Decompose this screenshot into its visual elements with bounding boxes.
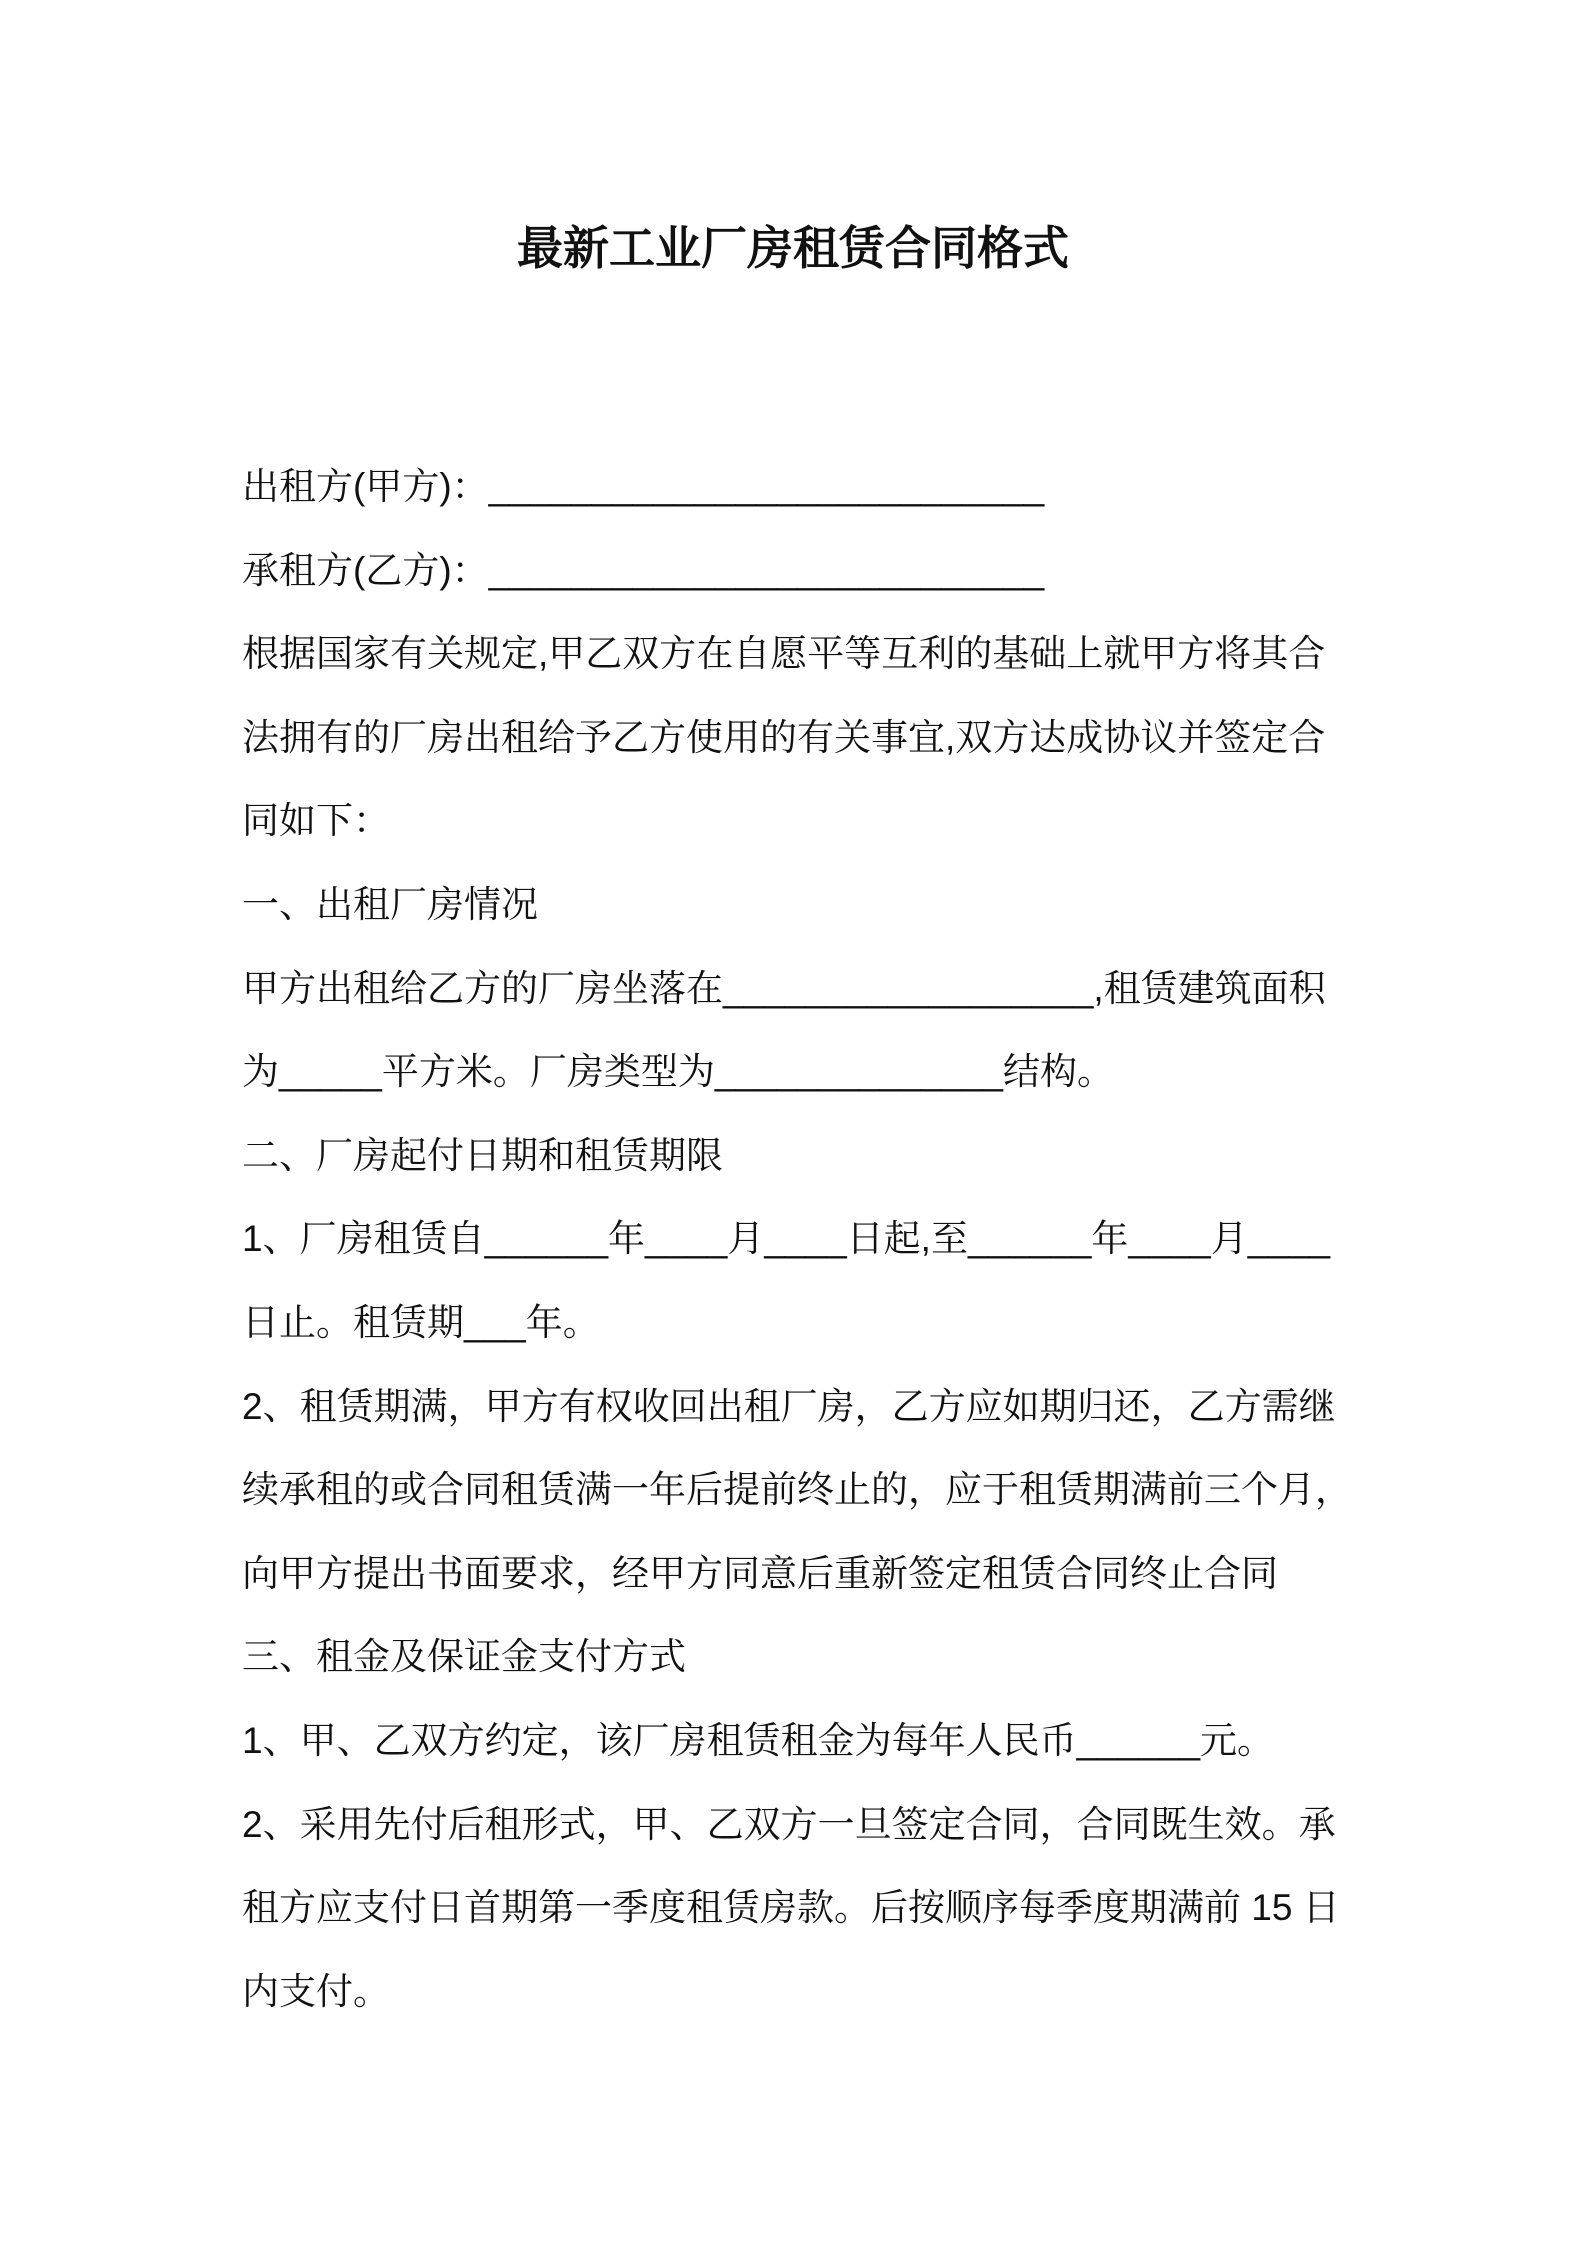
section-2-line: 2、租赁期满，甲方有权收回出租厂房，乙方应如期归还，乙方需继: [242, 1385, 1336, 1427]
section-2-line: 续承租的或合同租赁满一年后提前终止的，应于租赁期满前三个月，: [242, 1469, 1352, 1511]
section-heading-3: 三、租金及保证金支付方式: [242, 1636, 686, 1678]
section-1-line: 为_____平方米。厂房类型为______________结构。: [242, 1051, 1114, 1093]
lessor-party-line: 出租方(甲方)：___________________________: [242, 466, 1045, 507]
section-heading-1: 一、出租厂房情况: [242, 883, 538, 925]
section-3-line: 租方应支付日首期第一季度租赁房款。后按顺序每季度期满前 15 日: [242, 1887, 1340, 1929]
section-1-line: 甲方出租给乙方的厂房坐落在__________________,租赁建筑面积: [242, 967, 1326, 1009]
section-2-line: 1、厂房租赁自______年____月____日起,至______年____月____: [242, 1218, 1331, 1260]
section-heading-2: 二、厂房起付日期和租赁期限: [242, 1134, 723, 1176]
section-3-line: 1、甲、乙双方约定，该厂房租赁租金为每年人民币______元。: [242, 1719, 1275, 1761]
document-title: 最新工业厂房租赁合同格式: [517, 222, 1069, 274]
preamble-line: 同如下：: [242, 800, 390, 842]
section-2-line: 日止。租赁期___年。: [242, 1301, 600, 1343]
section-3-line: 2、采用先付后租形式，甲、乙双方一旦签定合同，合同既生效。承: [242, 1803, 1336, 1845]
preamble-line: 根据国家有关规定,甲乙双方在自愿平等互利的基础上就甲方将其合: [242, 633, 1326, 675]
preamble-line: 法拥有的厂房出租给予乙方使用的有关事宜,双方达成协议并签定合: [242, 716, 1326, 758]
section-2-line: 向甲方提出书面要求，经甲方同意后重新签定租赁合同终止合同: [242, 1552, 1278, 1594]
document-body: [242, 445, 1442, 2033]
section-3-line: 内支付。: [242, 1970, 390, 2012]
lessee-party-line: 承租方(乙方)：___________________________: [242, 549, 1045, 591]
